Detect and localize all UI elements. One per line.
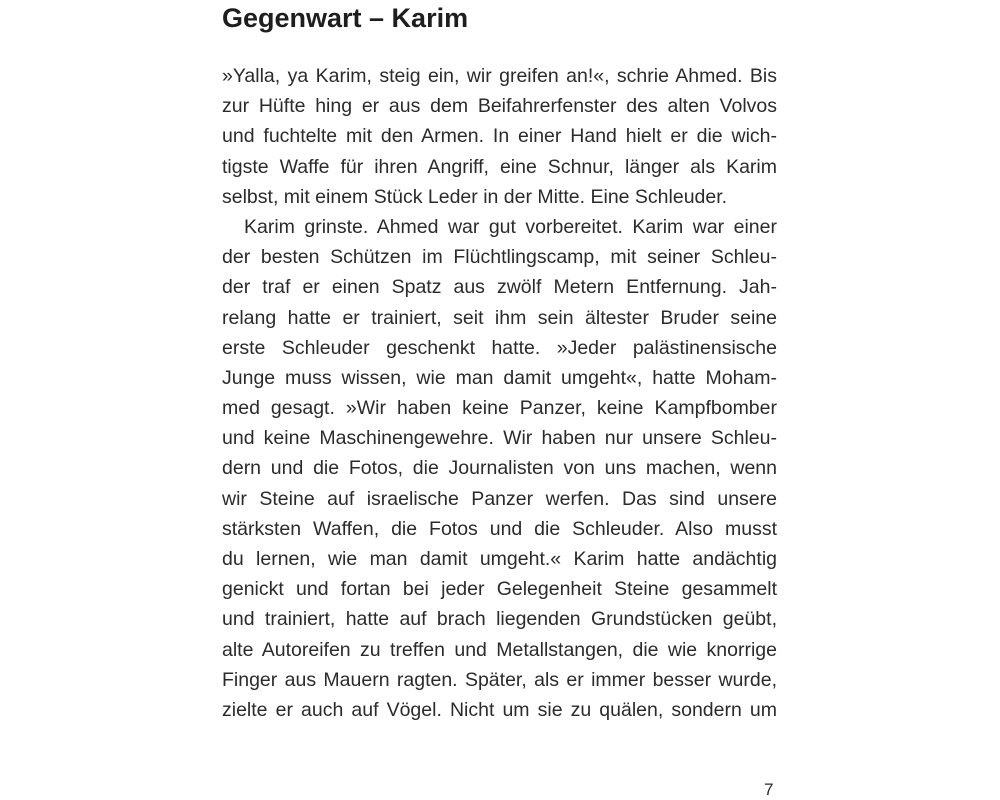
text-line: dern und die Fotos, die Journalisten von uns machen, wenn bbox=[222, 457, 777, 480]
page-number: 7 bbox=[764, 780, 774, 799]
chapter-title: Gegenwart – Karim bbox=[222, 3, 469, 33]
text-line: alte Autoreifen zu treffen und Metallstangen, die wie knorrige bbox=[222, 638, 777, 661]
text-line: der traf er einen Spatz aus zwölf Metern Entfernung. Jah- bbox=[222, 276, 777, 299]
text-line: »Yalla, ya Karim, steig ein, wir greifen an!«, schrie Ahmed. Bis bbox=[222, 65, 777, 87]
text-line: zur Hüfte hing er aus dem Beifahrerfenster des alten Volvos bbox=[222, 95, 777, 118]
text-line: du lernen, wie man damit umgeht.« Karim hatte andächtig bbox=[222, 548, 777, 570]
text-line: Finger aus Mauern ragten. Später, als er immer besser wurde, bbox=[222, 668, 777, 691]
text-line: und keine Maschinengewehre. Wir haben nur unsere Schleu- bbox=[222, 427, 777, 450]
text-line: relang hatte er trainiert, seit ihm sein ältester Bruder seine bbox=[222, 306, 777, 329]
text-line: und trainiert, hatte auf brach liegenden Grundstücken geübt, bbox=[222, 608, 777, 631]
text-line: erste Schleuder geschenkt hatte. »Jeder palästinensische bbox=[222, 336, 777, 359]
text-line: Karim grinste. Ahmed war gut vorbereitet. Karim war einer bbox=[244, 215, 777, 238]
text-line: Junge muss wissen, wie man damit umgeht«, hatte Moham- bbox=[222, 366, 777, 389]
text-line: und fuchtelte mit den Armen. In einer Hand hielt er die wich- bbox=[222, 125, 777, 148]
text-line: genickt und fortan bei jeder Gelegenheit Steine gesammelt bbox=[222, 578, 777, 601]
text-line: med gesagt. »Wir haben keine Panzer, keine Kampfbomber bbox=[222, 397, 777, 420]
text-line: wir Steine auf israelische Panzer werfen. Das sind unsere bbox=[222, 487, 777, 510]
text-line: zielte er auch auf Vögel. Nicht um sie zu quälen, sondern um bbox=[222, 698, 777, 721]
text-line: selbst, mit einem Stück Leder in der Mitte. Eine Schleuder. bbox=[222, 185, 728, 208]
text-line: tigste Waffe für ihren Angriff, eine Schnur, länger als Karim bbox=[222, 155, 777, 178]
text-line: stärksten Waffen, die Fotos und die Schleuder. Also musst bbox=[222, 517, 777, 540]
body-text bbox=[222, 61, 777, 725]
text-line: der besten Schützen im Flüchtlingscamp, mit seiner Schleu- bbox=[222, 246, 777, 269]
